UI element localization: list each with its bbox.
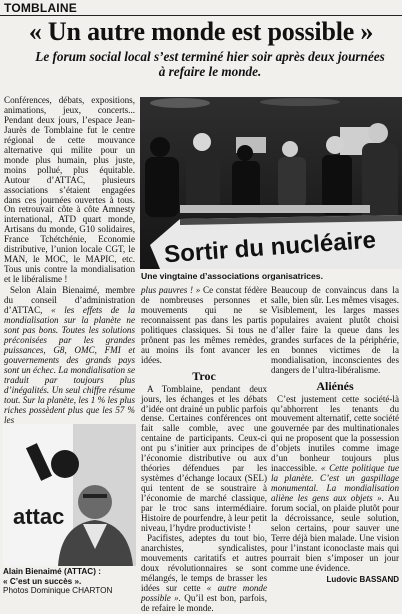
paragraph-2-quote: « les effets de la mondialisation sur la planète ne sont pas bons. Toutes les solutions préconisées par les grandes puissances, G8, OMC, FMI et gouvernements des grands pays sont un échec. La mondialisation se traduit par toujours plus d’inégalités. Un seul chiffre résume tout. Sur la planète, les 1 % les plus riches possèdent plus que les 57 % les bbox=[4, 305, 135, 425]
paragraph-4: A Tomblaine, pendant deux jours, les échanges et les débats d’idée ont drainé un public parfois dense. Certaines conférences ont fait salle comble, avec une centaine de participants. Ceux-ci ont pu s’initier aux principes de l’économie distributive ou aux théories défendues par les systèmes d’échange locaux (SEL) qui tentent de se soustraire à l’économie de marché classique, par le troc sans intermédiaire. Histoire de pourfendre, à leur petit niveau, l’hydre productiviste ! bbox=[141, 383, 267, 533]
portrait-photo-image bbox=[3, 424, 136, 566]
paragraph-2-intro: Selon Alain Bienaimé, membre du conseil d’administration d’ATTAC, bbox=[4, 285, 135, 316]
banner-text: Sortir du nucléaire bbox=[163, 226, 377, 269]
paragraph-3 bbox=[141, 286, 267, 366]
paragraph-5-body: Pacifistes, adeptes du tout bio, anarchistes, syndicalistes, mouvements caritatifs et autres doux révolutionnaires se sont mélangés, le temps de brasser les idées sur cette bbox=[141, 532, 267, 593]
portrait-caption-name: Alain Bienaimé (ATTAC) : bbox=[3, 567, 101, 576]
column-1-text bbox=[4, 96, 135, 425]
paragraph-5-quote: « autre monde possible ». bbox=[141, 582, 267, 603]
subhead-troc: Troc bbox=[192, 368, 216, 383]
deck: Le forum social local s’est terminé hier soir après deux journées à refaire le monde. bbox=[35, 49, 385, 79]
paragraph-3-quote-end: plus pauvres ! » bbox=[141, 285, 201, 295]
photo-credit: Photos Dominique CHARTON bbox=[3, 586, 113, 596]
paragraph-7-quote: « Cette politique tue la planète. C’est un gaspillage monumental. La mondialisation aliène les gens aux objets ». bbox=[271, 463, 399, 504]
paragraph-7-end: Au forum social, on plaide plutôt pour la décroissance, seule solution, selon certains, pour sauver une Terre déjà bien malade. Une vision pour l’instant iconoclaste mais qui pourrait bien s’imposer un jour comme une évidence. bbox=[271, 493, 399, 573]
attac-logo-text: attac bbox=[13, 504, 65, 529]
main-photo bbox=[140, 97, 402, 269]
paragraph-5 bbox=[141, 534, 267, 614]
subhead-alienes: Aliénés bbox=[316, 378, 354, 393]
portrait-caption bbox=[3, 567, 138, 596]
main-photo-caption: Une vingtaine d’associations organisatrices. bbox=[141, 271, 323, 281]
kicker-rule bbox=[0, 15, 402, 16]
section-kicker: TOMBLAINE bbox=[4, 1, 77, 15]
portrait-photo bbox=[3, 424, 136, 566]
portrait-caption-quote: « C’est un succès ». bbox=[3, 576, 82, 586]
paragraph-1: Conférences, débats, expositions, animations, jeux, concerts... Pendant deux jours, l’espace Jean-Jaurès de Tomblaine fut le centre régional de cette mouvance alternative qui milite pour un monde plus humain, plus juste, moins pollué, plus équitable. Autour d’ATTAC, plusieurs associations s’étaient engagées dans ces journées ouvertes à tous. On retrouvait côte à côte Amnesty international, ATD quart monde, Artisans du monde, G10 solidaires, France Tchétchénie, Economie distributive, l’union locale CGT, le MAN, le MOC, le MAPIC, etc. Tous unis contre la mondialisation et le libéralisme ! bbox=[4, 95, 135, 285]
author-signature: Ludovic BASSAND bbox=[326, 574, 399, 584]
paragraph-5-end: Qu’il est bon, parfois, de refaire le monde. bbox=[141, 592, 267, 613]
column-2-text bbox=[141, 286, 267, 614]
main-photo-image bbox=[140, 97, 402, 269]
paragraph-3-body: Ce constat fédère de nombreuses personnes et mouvements qui ne se reconnaissent pas dans les partis politiques classiques. Si tous ne prônent pas les mêmes remèdes, au moins ils font avancer les idées. bbox=[141, 285, 267, 365]
paragraph-7 bbox=[271, 395, 399, 574]
paragraph-7-body: C’est justement cette société-là qu’abhorrent les tenants du mouvement alternatif, cette société gouvernée par des multinationales qui ne proposent que la possession d’objets inutiles comme image d’un bonheur toujours plus inaccessible. bbox=[271, 393, 399, 474]
column-3-text bbox=[271, 286, 399, 585]
paragraph-6: Beaucoup de convaincus dans la salle, bien sûr. Les mêmes visages. Visiblement, les larges masses populaires avaient plutôt choisi d’aller faire la queue dans les grandes surfaces de la périphérie, en bonnes victimes de la mondialisation, inconscientes des dangers de l’ultra-libéralisme. bbox=[271, 285, 399, 375]
paragraph-2 bbox=[4, 286, 135, 425]
headline: « Un autre monde est possible » bbox=[28, 17, 374, 46]
